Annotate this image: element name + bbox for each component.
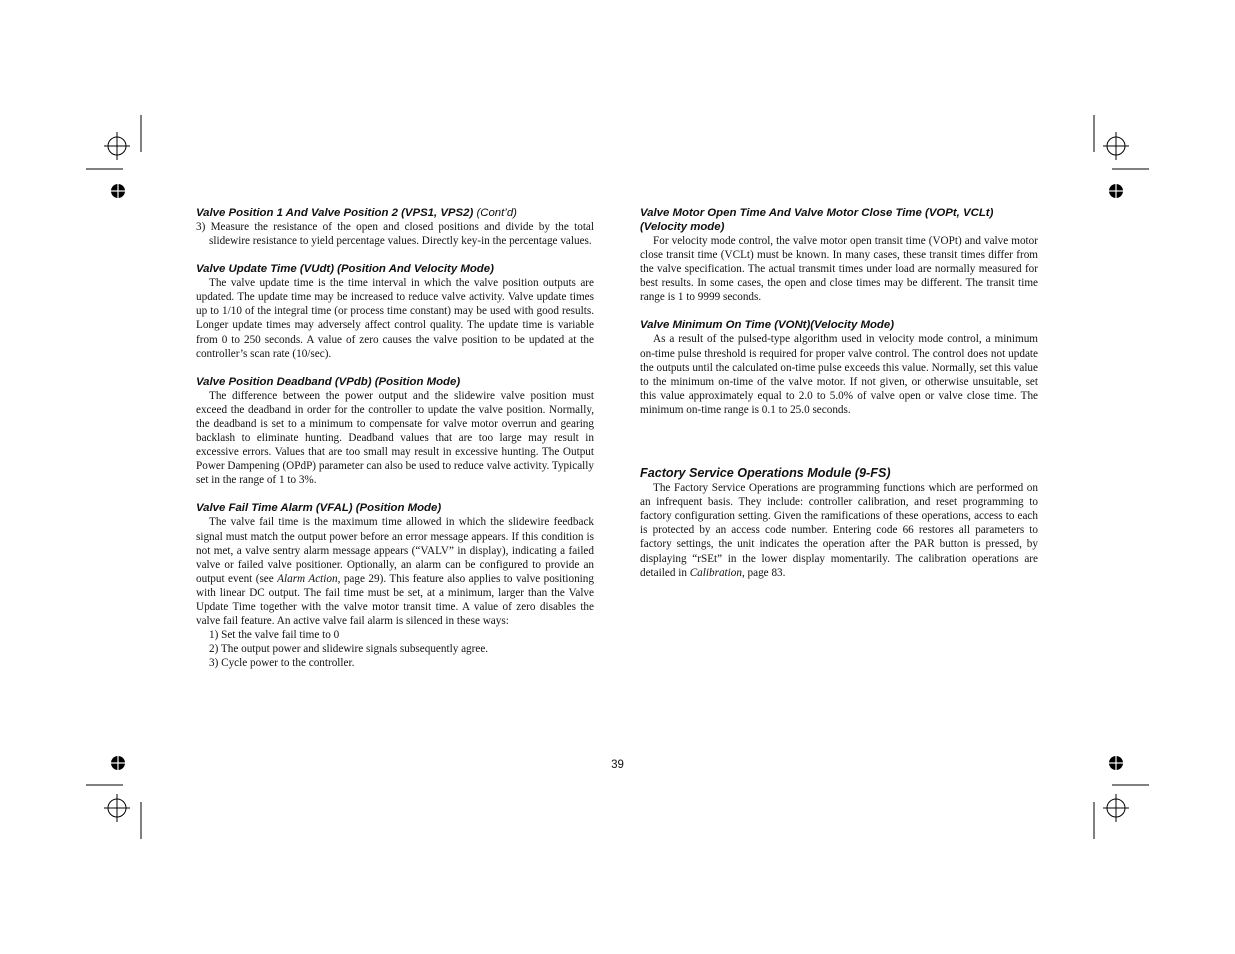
paragraph: The valve update time is the time interval in which the valve position outputs are updated. The update time may be increased to reduce valve activity. Valve update times up to 1/10 of the integral time (or process time constant) may be used with good results. Longer update times may adversely affect control quality. The update time is variable from 0 to 250 seconds. A value of zero causes the valve position to be updated at the controller’s scan rate (10/sec). [196,277,594,360]
cross-reference: Alarm Action [277,572,338,585]
section-heading: Valve Fail Time Alarm (VFAL) (Position Mode) [196,502,442,515]
section-heading: Valve Position Deadband (VPdb) (Position Mode) [196,375,461,388]
section-heading: Valve Position 1 And Valve Position 2 (VPS1, VPS2) (Cont’d) [196,207,517,219]
paragraph: The Factory Service Operations are programming functions which are performed on an infrequent basis. They include: controller calibration, and reset programming to factory configuration setting. Given the ramifications of these operations, access to each is protected by an access code number. Entering code 66 restores all parameters to factory settings, the unit indicates the operation after the PAR button is pressed, by displaying “rSEt” in the lower display momentarily. The calibration operations are detailed in Calibration, page 83. [640,482,1038,579]
paragraph: For velocity mode control, the valve motor open transit time (VOPt) and valve motor close transit time (VCLt) must be known. In many cases, these transit times differ from the valve specification. The actual transmit times under load are normally measured for best results. In some cases, the open and close times may be different. The transit time range is 1 to 9999 seconds. [640,235,1038,304]
paragraph: As a result of the pulsed-type algorithm used in velocity mode control, a minimum on-time pulse threshold is required for proper valve control. The control does not update the outputs until the calculated on-time pulse exceeds this value. Normally, set this value to the minimum on-time of the valve motor. If not given, or otherwise unsuitable, set this value approximately equal to 2.0 to 5.0% of valve open or valve close time. The minimum on-time range is 0.1 to 25.0 seconds. [640,333,1038,416]
registration-dot-icon [1108,755,1124,771]
section-heading: Factory Service Operations Module (9-FS) [640,466,891,481]
paragraph: The difference between the power output and the slidewire valve position must exceed the deadband in order for the controller to update the valve position. Normally, the deadband is set to a minimum to compensate for valve motor overrun and gearing backlash to eliminate hunting. Deadband values that are too large may result in excessive errors. Values that are too small may result in excessive hunting. The Output Power Dampening (OPdP) parameter can also be used to reduce valve activity. Typically set in the range of 1 to 3%. [196,389,594,487]
list-item: 2) The output power and slidewire signals subsequently agree. [209,643,489,656]
section-heading: Valve Minimum On Time (VONt)(Velocity Mode) [640,319,895,332]
crosshair-icon [1103,132,1129,160]
page-number: 39 [611,759,624,771]
crosshair-icon [104,132,130,160]
registration-dot-icon [110,183,126,199]
list-item: 3) Cycle power to the controller. [209,657,355,670]
registration-dot-icon [1108,183,1124,199]
paragraph: The valve fail time is the maximum time allowed in which the slidewire feedback signal must match the output power before an error message appears. If this condition is not met, a valve sentry alarm message appears (“VALV” in display), indicating a failed valve or failed valve positioner. Optionally, an alarm can be configured to provide an output event (see Alarm Action, page 29). This feature also applies to valve positioning with linear DC output. The fail time must be set, at a minimum, larger than the Valve Update Time together with the valve motor transit time. A value of zero disables the valve fail feature. An active valve fail alarm is silenced in these ways: [196,516,594,628]
section-heading: Valve Update Time (VUdt) (Position And Velocity Mode) [196,263,494,276]
cross-reference: Calibration [689,566,742,579]
list-item: 3) Measure the resistance of the open and closed positions and divide by the total slidewire resistance to yield percentage values. Directly key-in the percentage values. [196,221,594,248]
list-item: 1) Set the valve fail time to 0 [209,629,340,642]
section-heading: Valve Motor Open Time And Valve Motor Close Time (VOPt, VCLt) (Velocity mode) [640,207,994,233]
registration-dot-icon [110,755,126,771]
crosshair-icon [1103,794,1129,822]
crosshair-icon [104,794,130,822]
